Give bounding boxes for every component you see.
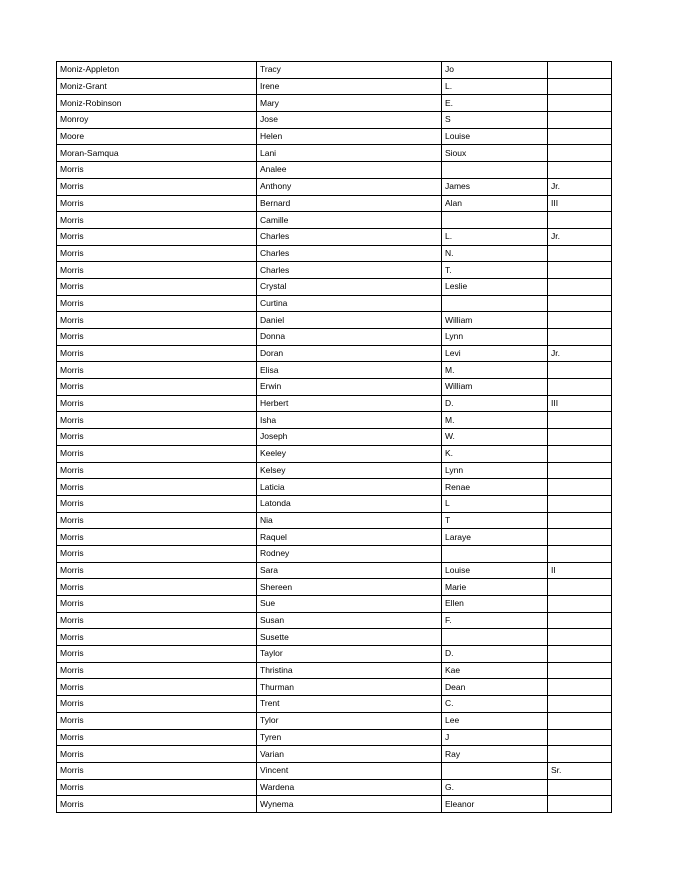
first-name-cell: Thristina: [257, 662, 442, 679]
suffix-cell: [548, 278, 612, 295]
suffix-cell: [548, 696, 612, 713]
last-name-cell: Morris: [57, 762, 257, 779]
first-name-cell: Shereen: [257, 579, 442, 596]
last-name-cell: Morris: [57, 612, 257, 629]
middle-name-cell: D.: [442, 395, 548, 412]
middle-name-cell: L.: [442, 228, 548, 245]
first-name-cell: Bernard: [257, 195, 442, 212]
last-name-cell: Morris: [57, 312, 257, 329]
suffix-cell: [548, 545, 612, 562]
suffix-cell: [548, 779, 612, 796]
suffix-cell: [548, 646, 612, 663]
first-name-cell: Tracy: [257, 62, 442, 79]
first-name-cell: Sara: [257, 562, 442, 579]
middle-name-cell: Lynn: [442, 462, 548, 479]
last-name-cell: Moore: [57, 128, 257, 145]
suffix-cell: [548, 362, 612, 379]
suffix-cell: [548, 329, 612, 346]
first-name-cell: Herbert: [257, 395, 442, 412]
table-row: [57, 295, 612, 312]
last-name-cell: Moniz-Robinson: [57, 95, 257, 112]
table-row: [57, 646, 612, 663]
middle-name-cell: [442, 629, 548, 646]
middle-name-cell: Louise: [442, 562, 548, 579]
table-row: [57, 78, 612, 95]
first-name-cell: Rodney: [257, 545, 442, 562]
first-name-cell: Joseph: [257, 429, 442, 446]
last-name-cell: Morris: [57, 562, 257, 579]
first-name-cell: Irene: [257, 78, 442, 95]
last-name-cell: Morris: [57, 596, 257, 613]
first-name-cell: Sue: [257, 596, 442, 613]
name-roster-body: [57, 62, 612, 813]
table-row: [57, 62, 612, 79]
first-name-cell: Lani: [257, 145, 442, 162]
first-name-cell: Nia: [257, 512, 442, 529]
last-name-cell: Morris: [57, 412, 257, 429]
first-name-cell: Raquel: [257, 529, 442, 546]
middle-name-cell: F.: [442, 612, 548, 629]
suffix-cell: [548, 662, 612, 679]
middle-name-cell: L.: [442, 78, 548, 95]
last-name-cell: Morris: [57, 545, 257, 562]
middle-name-cell: Alan: [442, 195, 548, 212]
middle-name-cell: Levi: [442, 345, 548, 362]
table-row: [57, 112, 612, 129]
last-name-cell: Morris: [57, 662, 257, 679]
last-name-cell: Morris: [57, 479, 257, 496]
table-row: [57, 128, 612, 145]
middle-name-cell: Lynn: [442, 329, 548, 346]
first-name-cell: Tylor: [257, 712, 442, 729]
middle-name-cell: Renae: [442, 479, 548, 496]
table-row: [57, 762, 612, 779]
table-row: [57, 512, 612, 529]
last-name-cell: Morris: [57, 729, 257, 746]
last-name-cell: Morris: [57, 329, 257, 346]
table-row: [57, 412, 612, 429]
first-name-cell: Charles: [257, 228, 442, 245]
last-name-cell: Morris: [57, 445, 257, 462]
first-name-cell: Charles: [257, 262, 442, 279]
last-name-cell: Morris: [57, 696, 257, 713]
table-row: [57, 445, 612, 462]
middle-name-cell: J: [442, 729, 548, 746]
table-row: [57, 345, 612, 362]
table-row: [57, 462, 612, 479]
middle-name-cell: Sioux: [442, 145, 548, 162]
first-name-cell: Taylor: [257, 646, 442, 663]
suffix-cell: [548, 245, 612, 262]
suffix-cell: [548, 612, 612, 629]
middle-name-cell: K.: [442, 445, 548, 462]
table-row: [57, 545, 612, 562]
last-name-cell: Morris: [57, 746, 257, 763]
last-name-cell: Morris: [57, 178, 257, 195]
last-name-cell: Morris: [57, 379, 257, 396]
table-row: [57, 395, 612, 412]
last-name-cell: Morris: [57, 462, 257, 479]
middle-name-cell: Ray: [442, 746, 548, 763]
last-name-cell: Morris: [57, 796, 257, 813]
middle-name-cell: D.: [442, 646, 548, 663]
middle-name-cell: Dean: [442, 679, 548, 696]
table-row: [57, 629, 612, 646]
table-row: [57, 712, 612, 729]
first-name-cell: Analee: [257, 162, 442, 179]
table-row: [57, 178, 612, 195]
last-name-cell: Morris: [57, 162, 257, 179]
middle-name-cell: Ellen: [442, 596, 548, 613]
suffix-cell: [548, 445, 612, 462]
last-name-cell: Morris: [57, 779, 257, 796]
middle-name-cell: Marie: [442, 579, 548, 596]
table-row: [57, 729, 612, 746]
table-row: [57, 162, 612, 179]
table-row: [57, 746, 612, 763]
suffix-cell: [548, 162, 612, 179]
suffix-cell: III: [548, 395, 612, 412]
first-name-cell: Latonda: [257, 495, 442, 512]
first-name-cell: Mary: [257, 95, 442, 112]
middle-name-cell: S: [442, 112, 548, 129]
table-row: [57, 579, 612, 596]
first-name-cell: Varian: [257, 746, 442, 763]
first-name-cell: Wardena: [257, 779, 442, 796]
middle-name-cell: Laraye: [442, 529, 548, 546]
suffix-cell: [548, 128, 612, 145]
first-name-cell: Daniel: [257, 312, 442, 329]
table-row: [57, 562, 612, 579]
middle-name-cell: G.: [442, 779, 548, 796]
last-name-cell: Monroy: [57, 112, 257, 129]
table-row: [57, 796, 612, 813]
table-row: [57, 278, 612, 295]
middle-name-cell: Leslie: [442, 278, 548, 295]
table-row: [57, 212, 612, 229]
middle-name-cell: [442, 212, 548, 229]
middle-name-cell: M.: [442, 412, 548, 429]
suffix-cell: [548, 712, 612, 729]
table-row: [57, 362, 612, 379]
last-name-cell: Morris: [57, 345, 257, 362]
table-row: [57, 679, 612, 696]
suffix-cell: [548, 495, 612, 512]
last-name-cell: Morris: [57, 195, 257, 212]
last-name-cell: Morris: [57, 529, 257, 546]
last-name-cell: Morris: [57, 712, 257, 729]
last-name-cell: Morris: [57, 579, 257, 596]
suffix-cell: III: [548, 195, 612, 212]
suffix-cell: [548, 512, 612, 529]
last-name-cell: Morris: [57, 629, 257, 646]
table-row: [57, 495, 612, 512]
suffix-cell: Jr.: [548, 228, 612, 245]
last-name-cell: Morris: [57, 228, 257, 245]
last-name-cell: Morris: [57, 512, 257, 529]
suffix-cell: Sr.: [548, 762, 612, 779]
suffix-cell: [548, 479, 612, 496]
suffix-cell: Jr.: [548, 345, 612, 362]
first-name-cell: Crystal: [257, 278, 442, 295]
last-name-cell: Morris: [57, 495, 257, 512]
middle-name-cell: Lee: [442, 712, 548, 729]
table-row: [57, 612, 612, 629]
suffix-cell: [548, 679, 612, 696]
table-row: [57, 529, 612, 546]
suffix-cell: [548, 596, 612, 613]
middle-name-cell: Jo: [442, 62, 548, 79]
suffix-cell: [548, 629, 612, 646]
suffix-cell: [548, 579, 612, 596]
first-name-cell: Laticia: [257, 479, 442, 496]
first-name-cell: Charles: [257, 245, 442, 262]
first-name-cell: Susette: [257, 629, 442, 646]
suffix-cell: [548, 796, 612, 813]
table-row: [57, 145, 612, 162]
first-name-cell: Helen: [257, 128, 442, 145]
table-row: [57, 696, 612, 713]
first-name-cell: Curtina: [257, 295, 442, 312]
middle-name-cell: M.: [442, 362, 548, 379]
table-row: [57, 329, 612, 346]
last-name-cell: Morris: [57, 429, 257, 446]
table-row: [57, 195, 612, 212]
table-row: [57, 596, 612, 613]
middle-name-cell: E.: [442, 95, 548, 112]
suffix-cell: [548, 62, 612, 79]
last-name-cell: Morris: [57, 646, 257, 663]
suffix-cell: [548, 78, 612, 95]
suffix-cell: [548, 295, 612, 312]
last-name-cell: Moran-Samqua: [57, 145, 257, 162]
first-name-cell: Anthony: [257, 178, 442, 195]
table-row: [57, 479, 612, 496]
first-name-cell: Kelsey: [257, 462, 442, 479]
name-roster-table: [56, 61, 612, 813]
middle-name-cell: W.: [442, 429, 548, 446]
suffix-cell: [548, 262, 612, 279]
first-name-cell: Jose: [257, 112, 442, 129]
table-row: [57, 779, 612, 796]
first-name-cell: Erwin: [257, 379, 442, 396]
first-name-cell: Vincent: [257, 762, 442, 779]
suffix-cell: Jr.: [548, 178, 612, 195]
table-row: [57, 379, 612, 396]
middle-name-cell: [442, 295, 548, 312]
middle-name-cell: [442, 545, 548, 562]
last-name-cell: Morris: [57, 295, 257, 312]
first-name-cell: Wynema: [257, 796, 442, 813]
middle-name-cell: T.: [442, 262, 548, 279]
last-name-cell: Morris: [57, 245, 257, 262]
first-name-cell: Keeley: [257, 445, 442, 462]
table-row: [57, 662, 612, 679]
table-row: [57, 228, 612, 245]
first-name-cell: Isha: [257, 412, 442, 429]
first-name-cell: Doran: [257, 345, 442, 362]
first-name-cell: Susan: [257, 612, 442, 629]
last-name-cell: Morris: [57, 362, 257, 379]
last-name-cell: Morris: [57, 212, 257, 229]
suffix-cell: II: [548, 562, 612, 579]
table-row: [57, 245, 612, 262]
suffix-cell: [548, 529, 612, 546]
suffix-cell: [548, 212, 612, 229]
last-name-cell: Morris: [57, 278, 257, 295]
suffix-cell: [548, 462, 612, 479]
middle-name-cell: [442, 162, 548, 179]
table-row: [57, 95, 612, 112]
middle-name-cell: T: [442, 512, 548, 529]
last-name-cell: Moniz-Appleton: [57, 62, 257, 79]
last-name-cell: Morris: [57, 679, 257, 696]
table-row: [57, 262, 612, 279]
last-name-cell: Morris: [57, 395, 257, 412]
suffix-cell: [548, 379, 612, 396]
suffix-cell: [548, 412, 612, 429]
table-row: [57, 429, 612, 446]
first-name-cell: Tyren: [257, 729, 442, 746]
suffix-cell: [548, 429, 612, 446]
first-name-cell: Thurman: [257, 679, 442, 696]
first-name-cell: Camille: [257, 212, 442, 229]
suffix-cell: [548, 312, 612, 329]
suffix-cell: [548, 746, 612, 763]
table-row: [57, 312, 612, 329]
middle-name-cell: James: [442, 178, 548, 195]
suffix-cell: [548, 145, 612, 162]
last-name-cell: Morris: [57, 262, 257, 279]
first-name-cell: Donna: [257, 329, 442, 346]
last-name-cell: Moniz-Grant: [57, 78, 257, 95]
middle-name-cell: [442, 762, 548, 779]
middle-name-cell: N.: [442, 245, 548, 262]
middle-name-cell: William: [442, 379, 548, 396]
suffix-cell: [548, 95, 612, 112]
first-name-cell: Elisa: [257, 362, 442, 379]
suffix-cell: [548, 729, 612, 746]
middle-name-cell: Louise: [442, 128, 548, 145]
middle-name-cell: William: [442, 312, 548, 329]
first-name-cell: Trent: [257, 696, 442, 713]
middle-name-cell: Kae: [442, 662, 548, 679]
suffix-cell: [548, 112, 612, 129]
middle-name-cell: Eleanor: [442, 796, 548, 813]
middle-name-cell: C.: [442, 696, 548, 713]
middle-name-cell: L: [442, 495, 548, 512]
